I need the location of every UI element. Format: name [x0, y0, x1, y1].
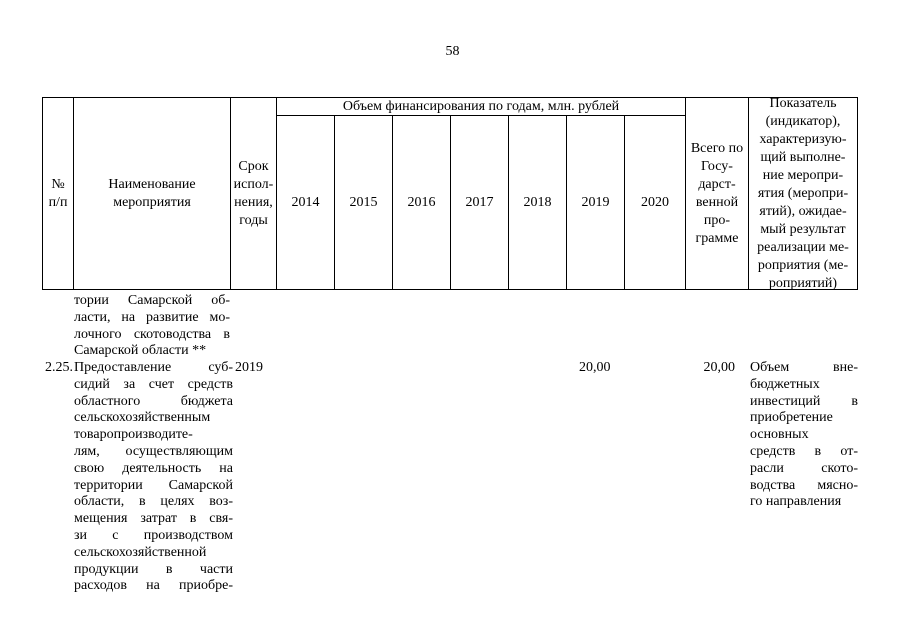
header-financing-group: Объем финансирования по годам, млн. рублей [342, 98, 620, 114]
header-number: № п/п [48, 176, 68, 210]
text-line: области, в целях воз- [74, 494, 233, 510]
header-year-2017: 2017 [465, 194, 494, 210]
text-line: ласти, на развитие мо- [74, 309, 230, 325]
text-line: сидий за счет средств [74, 376, 233, 392]
text-line: основных [750, 427, 809, 443]
row-indicator [750, 360, 858, 511]
text-line: областного бюджета [74, 393, 233, 409]
text-line: свою деятельность на [74, 460, 233, 476]
row-number: 2.25. [45, 360, 73, 375]
text-line: сельскохозяйственным [74, 410, 211, 426]
text-line: расходов на приобре- [74, 578, 233, 594]
text-line: территории Самарской [74, 477, 233, 493]
text-line: зи с производством [74, 527, 233, 543]
header-year-2016: 2016 [407, 194, 436, 210]
header-year-2014: 2014 [291, 194, 320, 210]
header-year-2020: 2020 [641, 194, 669, 210]
text-line: средств в от- [750, 443, 858, 459]
header-term: Срок испол- нения, годы [233, 158, 274, 228]
text-line: Предоставление суб- [74, 360, 233, 375]
header-year-2019: 2019 [581, 194, 610, 210]
text-line: водства мясно- [750, 477, 858, 493]
header-year-2015: 2015 [349, 194, 378, 210]
text-line: инвестиций в [750, 393, 858, 409]
header-indicator: Показатель (индикатор), характеризую- щий выполне- ние меропри- ятия (меропри- ятий), ожидае- мый результат реализации ме- роприятия (ме- роприятий) [757, 95, 849, 291]
text-line: лям, осуществляющим [74, 443, 233, 459]
text-line: го направления [750, 494, 842, 510]
text-line: продукции в части [74, 561, 233, 577]
header-measure-name: Наименование мероприятия [108, 176, 196, 210]
row-value-2019: 20,00 [579, 360, 611, 375]
page-number: 58 [445, 44, 460, 59]
text-line: сельскохозяйственной [74, 544, 207, 560]
row-total: 20,00 [703, 360, 735, 375]
table-header [42, 97, 858, 290]
text-line: приобретение [750, 410, 833, 426]
text-line: расли ското- [750, 460, 858, 476]
header-total: Всего по Госу- дарст- венной про- грамме [690, 140, 744, 246]
row-term: 2019 [235, 360, 263, 375]
continued-measure-name [74, 293, 230, 360]
text-line: Самарской области ** [74, 343, 207, 359]
header-year-2018: 2018 [523, 194, 552, 210]
text-line: мещения затрат в свя- [74, 511, 233, 527]
row-measure-name [74, 360, 233, 595]
text-line: Объем вне- [750, 360, 858, 375]
text-line: товаропроизводите- [74, 427, 193, 443]
text-line: лочного скотоводства в [74, 326, 230, 342]
text-line: тории Самарской об- [74, 293, 230, 308]
text-line: бюджетных [750, 376, 820, 392]
